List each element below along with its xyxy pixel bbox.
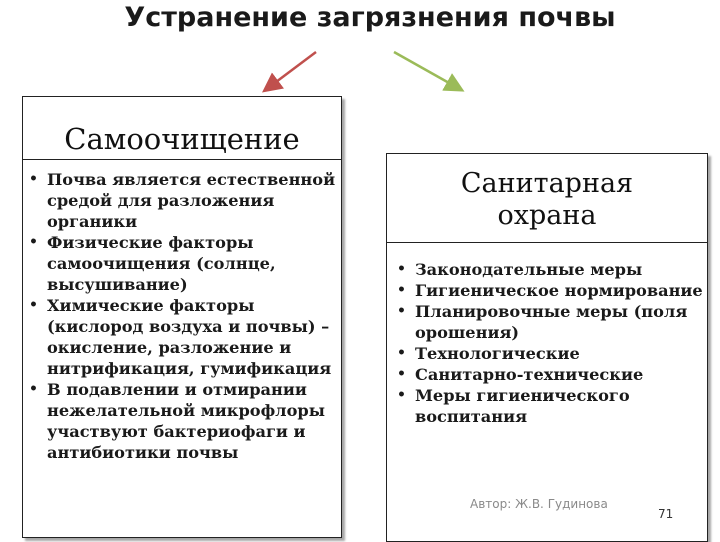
list-item: [27, 295, 341, 379]
list-item: [27, 169, 341, 232]
self-cleaning-list: [23, 169, 341, 463]
bullet-icon: •: [29, 381, 38, 397]
list-item-text: В подавлении и отмирании нежелательной микрофлоры участвуют бактериофаги и антибиотики почвы: [47, 380, 325, 462]
list-item-text: Меры гигиенического воспитания: [415, 386, 630, 426]
list-item: [27, 379, 341, 463]
list-item: [27, 232, 341, 295]
sanitary-protection-heading: [387, 154, 707, 243]
arrow-right-icon: [394, 52, 458, 88]
list-item-text: Планировочные меры (поля орошения): [415, 302, 688, 342]
list-item: [395, 364, 707, 385]
bullet-icon: •: [29, 171, 38, 187]
page-number: 71: [658, 507, 674, 521]
bullet-icon: •: [397, 303, 406, 319]
list-item: [395, 259, 707, 280]
list-item: [395, 301, 707, 343]
list-item: [395, 280, 707, 301]
list-item-text: Химические факторы (кислород воздуха и почвы) – окисление, разложение и нитрификация, гумификация: [47, 296, 332, 378]
list-item: [395, 343, 707, 364]
bullet-icon: •: [397, 261, 406, 277]
self-cleaning-heading: Самоочищение: [23, 97, 341, 160]
list-item-text: Технологические: [415, 344, 580, 363]
sanitary-protection-heading-text: Санитарная охрана: [460, 168, 634, 231]
list-item: [395, 385, 707, 427]
list-item-text: Физические факторы самоочищения (солнце, высушивание): [47, 233, 276, 294]
list-item-text: Законодательные меры: [415, 260, 643, 279]
arrow-left-icon: [268, 52, 316, 88]
bullet-icon: •: [397, 345, 406, 361]
bullet-icon: •: [397, 366, 406, 382]
list-item-text: Санитарно-технические: [415, 365, 644, 384]
sanitary-protection-box: [386, 153, 708, 542]
bullet-icon: •: [397, 387, 406, 403]
list-item-text: Почва является естественной средой для разложения органики: [47, 170, 336, 231]
bullet-icon: •: [29, 297, 38, 313]
slide-title: Устранение загрязнения почвы: [124, 2, 616, 33]
bullet-icon: •: [397, 282, 406, 298]
sanitary-protection-list: [387, 259, 707, 427]
bullet-icon: •: [29, 234, 38, 250]
self-cleaning-box: [22, 96, 342, 538]
author-credit: Автор: Ж.В. Гудинова: [470, 497, 608, 511]
list-item-text: Гигиеническое нормирование: [415, 281, 703, 300]
